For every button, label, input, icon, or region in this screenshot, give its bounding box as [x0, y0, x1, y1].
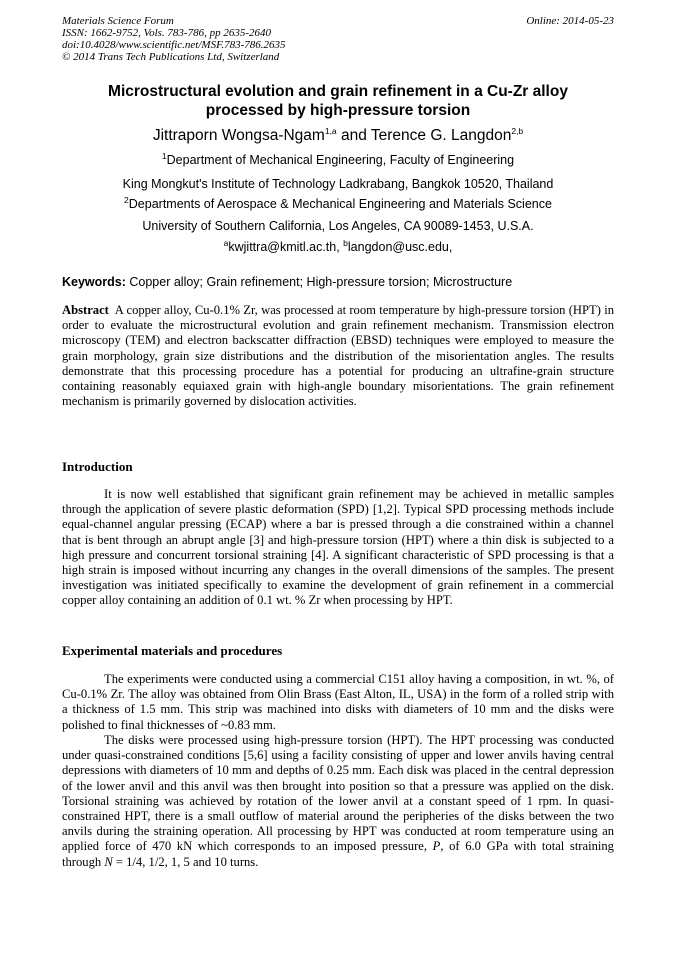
affiliation-2-mark: 2	[124, 194, 129, 205]
affiliation-1-line-1	[62, 150, 614, 167]
issn-line: ISSN: 1662-9752, Vols. 783-786, pp 2635-2640	[62, 27, 271, 39]
abstract-text: A copper alloy, Cu-0.1% Zr, was processed at room temperature by high-pressure torsion (HPT) in order to evaluate the microstructural evolution and grain refinement mechanism. Transmission electron microscopy (TEM) and electron backscatter diffraction (EBSD) techniques were employed to measure the grain morphology, grain size distributions and the distribution of the misorientation angles. The results demonstrate that this processing procedure has a potential for producing an ultrafine-grain structure containing reasonably equiaxed grain with high-angle boundary misorientations. The grain refinement mechanism is primarily governed by dislocation activities.	[62, 303, 618, 409]
experimental-paragraph-2	[62, 733, 614, 870]
email-a-mark: a	[223, 237, 229, 248]
author-1-affiliation: 1,a	[324, 125, 337, 136]
author-connector: and	[336, 127, 371, 144]
para2-text-a: The disks were processed using high-pressure torsion (HPT). The HPT processing was conducted under quasi-constrained conditions [5,6] using a facility consisting of upper and lower anvils having central depressions with diameters of 10 mm and depths of 0.25 mm. Each disk was placed in the central depression of the lower anvil and this anvil was then brought into position so that a pressure was applied on the disk. Torsional straining was achieved by rotation of the lower anvil at a constant speed of 1 rpm. In quasi-constrained HPT, there is a small outflow of material around the peripheries of the disks between the two anvils during the straining operation. All processing by HPT was conducted at room temperature using an applied force of 470 kN which corresponds to an imposed pressure,	[62, 733, 614, 854]
email-b: langdon@usc.edu,	[347, 240, 453, 254]
abstract	[62, 303, 618, 409]
copyright-line: © 2014 Trans Tech Publications Ltd, Switzerland	[62, 51, 280, 63]
para2-text-b: , of 6.0 GPa with total straining through	[62, 839, 614, 869]
online-date: Online: 2014-05-23	[526, 15, 614, 27]
doi-line: doi:10.4028/www.scientific.net/MSF.783-786.2635	[62, 39, 286, 51]
email-line	[62, 237, 614, 254]
affiliation-1-line-2: King Mongkut's Institute of Technology Ladkrabang, Bangkok 10520, Thailand	[122, 177, 554, 191]
email-b-mark: b	[343, 237, 348, 248]
affiliation-1-text: Department of Mechanical Engineering, Faculty of Engineering	[166, 153, 515, 167]
affiliation-2-line-1	[62, 194, 614, 211]
author-2: Terence G. Langdon	[370, 127, 512, 144]
title-line-1: Microstructural evolution and grain refinement in a Cu-Zr alloy	[108, 83, 568, 100]
abstract-label: Abstract	[62, 303, 109, 317]
keywords-text: Copper alloy; Grain refinement; High-pressure torsion; Microstructure	[125, 275, 513, 289]
author-1: Jittraporn Wongsa-Ngam	[152, 127, 325, 144]
keywords	[62, 275, 614, 289]
introduction-heading: Introduction	[62, 459, 133, 474]
affiliation-2-line-2: University of Southern California, Los Angeles, CA 90089-1453, U.S.A.	[142, 219, 534, 233]
para2-text-c: = 1/4, 1/2, 1, 5 and 10 turns.	[112, 854, 259, 869]
experimental-paragraph-1: The experiments were conducted using a commercial C151 alloy having a composition, in wt. %, of Cu-0.1% Zr. The alloy was obtained from Olin Brass (East Alton, IL, USA) in the form of a rolled strip with a thickness of 1.5 mm. This strip was machined into disks with diameters of 10 mm and the disks were polished to final thicknesses of ~0.83 mm.	[62, 672, 614, 732]
turns-symbol: N	[104, 854, 113, 869]
affiliation-2-text: Departments of Aerospace & Mechanical Engineering and Materials Science	[128, 197, 552, 211]
author-2-affiliation: 2,b	[511, 125, 524, 136]
paper-title	[62, 82, 614, 120]
introduction-paragraph: It is now well established that significant grain refinement may be achieved in metallic samples through the application of severe plastic deformation (SPD) [1,2]. Typical SPD processing methods include equal-channel angular pressing (ECAP) where a bar is pressed through a die constrained within a channel that is bent through an abrupt angle [3] and high-pressure torsion (HPT) where a thin disk is subjected to a high pressure and concurrent torsional straining [4]. A significant characteristic of SPD processing is that a high strain is imposed without incurring any changes in the overall dimensions of the samples. The present investigation was initiated specifically to examine the development of grain refinement in a commercial copper alloy containing an addition of 0.1 wt. % Zr when processing by HPT.	[62, 487, 614, 608]
affiliation-1-mark: 1	[161, 150, 167, 161]
journal-name: Materials Science Forum	[62, 15, 174, 27]
keywords-label: Keywords:	[62, 275, 126, 289]
author-list	[62, 127, 614, 145]
title-line-2: processed by high-pressure torsion	[205, 102, 471, 119]
experimental-heading: Experimental materials and procedures	[62, 643, 283, 658]
journal-header	[62, 15, 614, 63]
email-a: kwjittra@kmitl.ac.th,	[228, 240, 344, 254]
pressure-symbol: P	[432, 839, 441, 854]
